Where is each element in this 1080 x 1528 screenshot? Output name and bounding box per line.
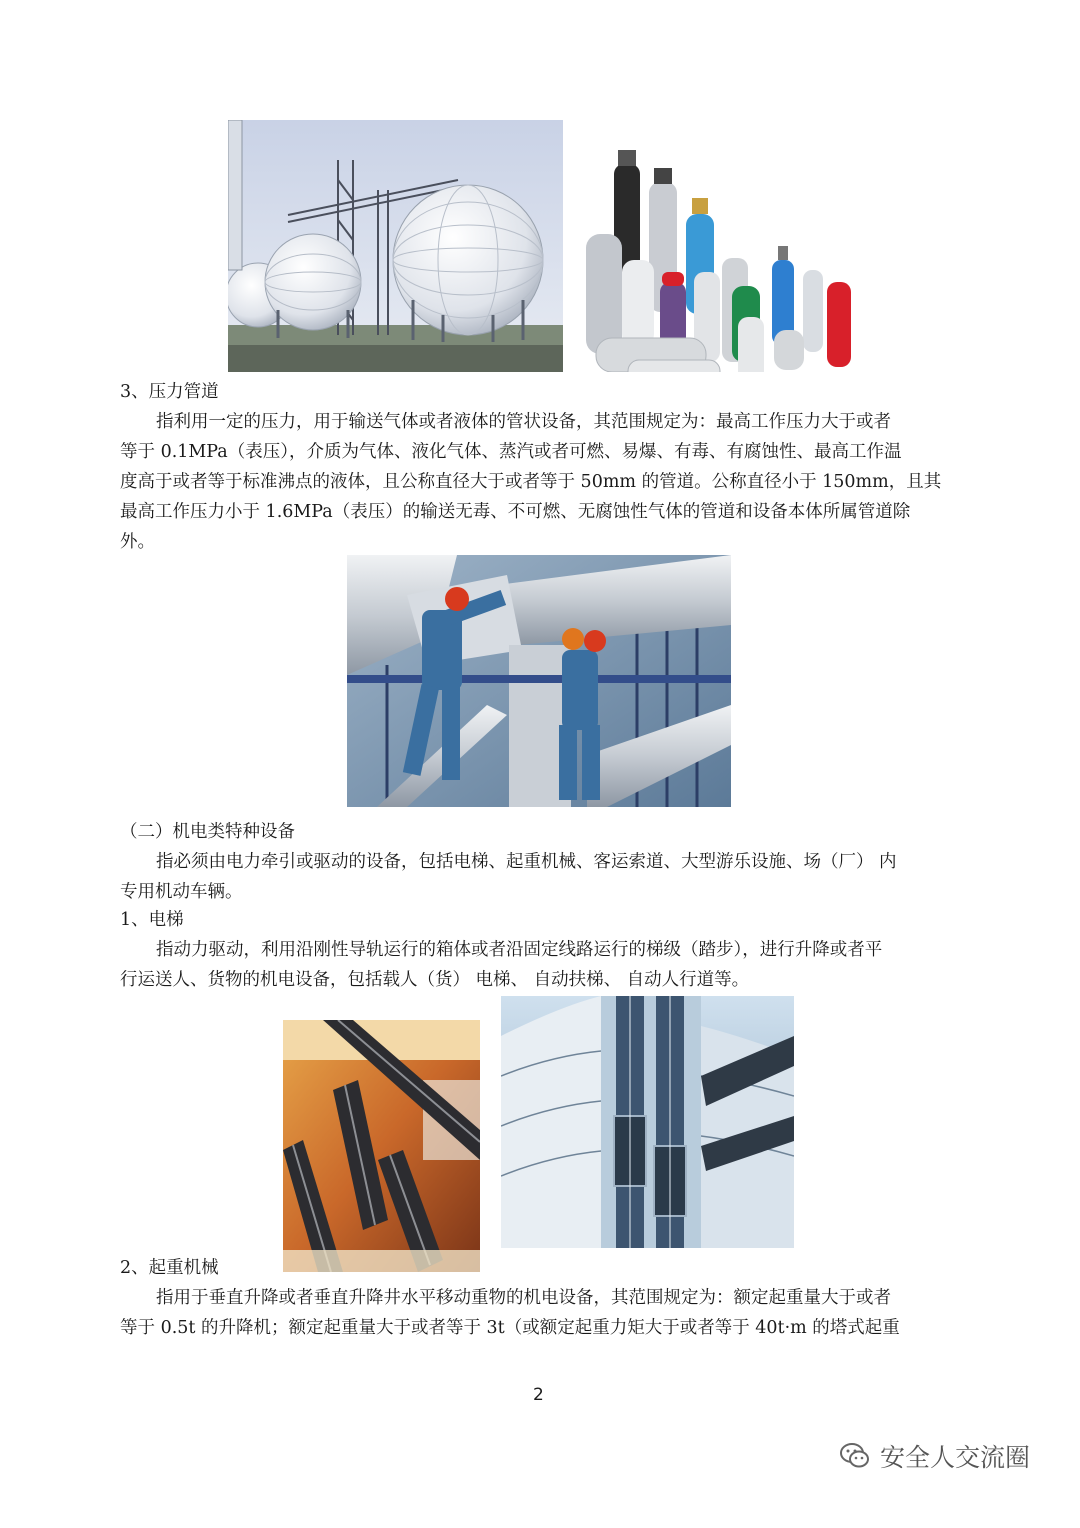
paragraph-line: 指利用一定的压力，用于输送气体或者液体的管状设备，其范围规定为：最高工作压力大于或者 (156, 412, 891, 432)
paragraph-line: 等于 0.5t 的升降机；额定起重量大于或者等于 3t（或额定起重力矩大于或者等于 40t·m 的塔式起重 (120, 1318, 900, 1338)
paragraph-line: 度高于或者等于标准沸点的液体，且公称直径大于或者等于 50mm 的管道。公称直径小于 150mm，且其 (120, 472, 942, 492)
gas-cylinders-photo (582, 142, 854, 372)
watermark (838, 1436, 1030, 1476)
paragraph-line: 指必须由电力牵引或驱动的设备，包括电梯、起重机械、客运索道、大型游乐设施、场（厂） 内 (156, 852, 897, 872)
section-heading-electromechanical: （二）机电类特种设备 (120, 822, 295, 842)
paragraph-line: 指用于垂直升降或者垂直升降井水平移动重物的机电设备，其范围规定为：额定起重量大于或者 (156, 1288, 891, 1308)
section-heading-crane: 2、起重机械 (120, 1258, 219, 1278)
paragraph-elevator (120, 935, 962, 995)
watermark-text: 安全人交流圈 (880, 1443, 1031, 1472)
paragraph-pressure-pipe (120, 407, 962, 557)
spherical-tanks-photo (228, 120, 563, 372)
sightseeing-elevator-photo (501, 996, 794, 1248)
pipeline-workers-photo (347, 555, 731, 807)
paragraph-line: 等于 0.1MPa（表压），介质为气体、液化气体、蒸汽或者可燃、易爆、有毒、有腐蚀性、最高工作温 (120, 442, 902, 462)
paragraph-line: 行运送人、货物的机电设备，包括载人（货） 电梯、 自动扶梯、 自动人行道等。 (120, 970, 750, 990)
paragraph-line: 最高工作压力小于 1.6MPa（表压）的输送无毒、不可燃、无腐蚀性气体的管道和设备本体所属管道除 (120, 502, 911, 522)
paragraph-electromechanical (120, 847, 962, 907)
section-heading-pressure-pipe: 3、压力管道 (120, 382, 219, 402)
wechat-icon (838, 1439, 872, 1473)
escalators-photo (283, 1020, 480, 1272)
paragraph-line: 指动力驱动，利用沿刚性导轨运行的箱体或者沿固定线路运行的梯级（踏步），进行升降或者平 (156, 940, 883, 960)
paragraph-crane (120, 1283, 962, 1343)
paragraph-line: 专用机动车辆。 (120, 882, 243, 902)
section-heading-elevator: 1、电梯 (120, 910, 184, 930)
page-number: 2 (533, 1385, 544, 1405)
paragraph-line: 外。 (120, 532, 155, 552)
